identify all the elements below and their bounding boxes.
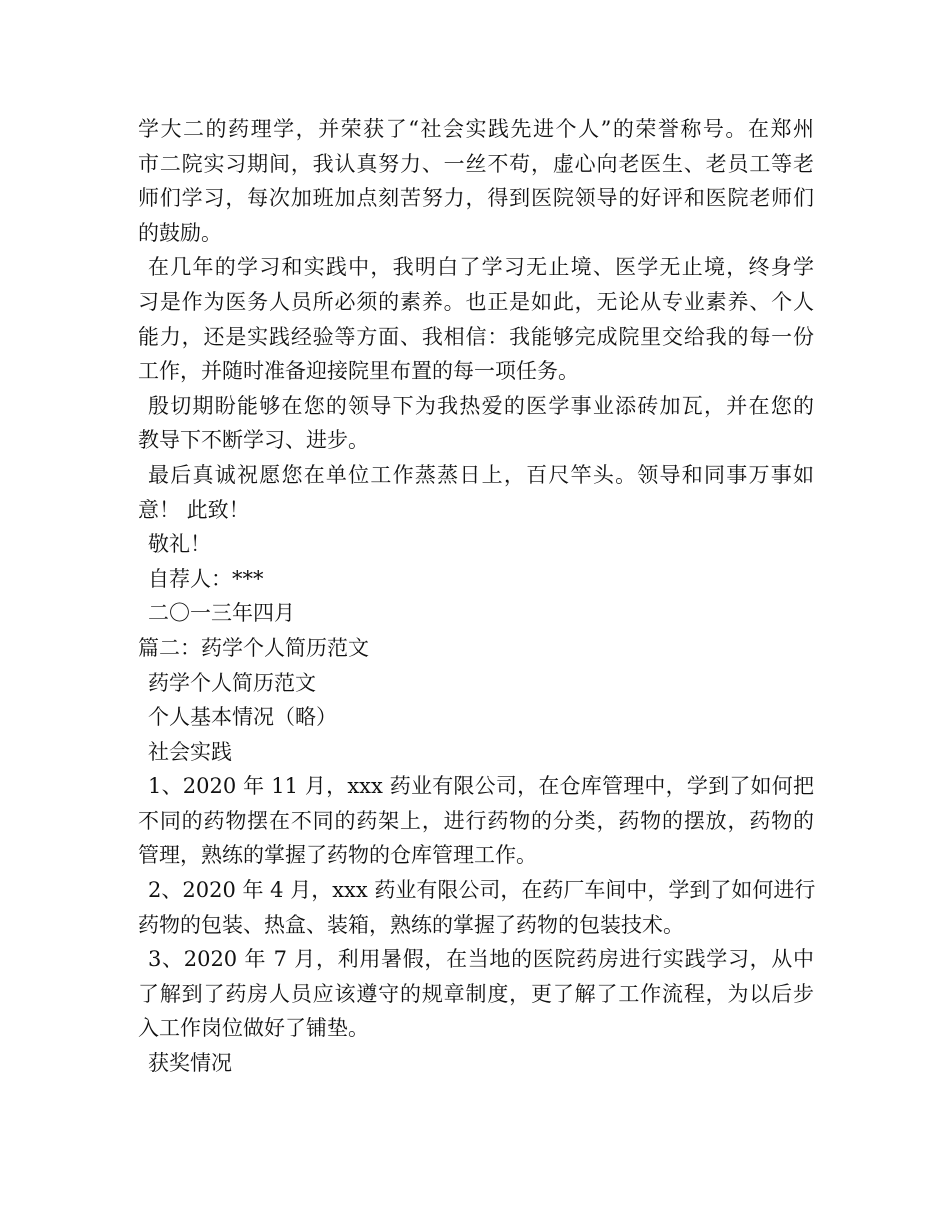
text-line: 1、2020 年 11 月，xxx 药业有限公司，在仓库管理中，学到了如何把 xyxy=(148,774,814,799)
text-line: 的鼓励。 xyxy=(138,220,222,245)
resume-title: 药学个人简历范文 xyxy=(148,670,316,695)
subheading-awards: 获奖情况 xyxy=(148,1051,232,1076)
signature-line: 自荐人：*** xyxy=(148,566,264,591)
text-line: 教导下不断学习、进步。 xyxy=(138,428,369,453)
subheading-basic-info: 个人基本情况（略） xyxy=(148,705,337,730)
text-line: 管理，熟练的掌握了药物的仓库管理工作。 xyxy=(138,843,537,868)
text-line: 最后真诚祝愿您在单位工作蒸蒸日上，百尺竿头。领导和同事万事如 xyxy=(148,462,814,487)
text-line: 工作，并随时准备迎接院里布置的每一项任务。 xyxy=(138,359,579,384)
text-line: 3、2020 年 7 月，利用暑假，在当地的医院药房进行实践学习，从中 xyxy=(148,947,814,972)
text-line: 2、2020 年 4 月，xxx 药业有限公司，在药厂车间中，学到了如何进行 xyxy=(148,878,816,903)
text-line: 师们学习，每次加班加点刻苦努力，得到医院领导的好评和医院老师们 xyxy=(138,186,814,211)
document-page xyxy=(138,112,814,1081)
text-line: 殷切期盼能够在您的领导下为我热爱的医学事业添砖加瓦，并在您的 xyxy=(148,393,814,418)
text-line: 市二院实习期间，我认真努力、一丝不苟，虚心向老医生、老员工等老 xyxy=(138,151,814,176)
text-line: 意！ 此致！ xyxy=(138,497,250,522)
text-line: 不同的药物摆在不同的药架上，进行药物的分类，药物的摆放，药物的 xyxy=(138,808,814,833)
section-heading: 篇二：药学个人简历范文 xyxy=(138,635,369,660)
text-line: 在几年的学习和实践中，我明白了学习无止境、医学无止境，终身学 xyxy=(148,255,814,280)
date-line: 二〇一三年四月 xyxy=(148,601,295,626)
text-line: 能力，还是实践经验等方面、我相信：我能够完成院里交给我的每一份 xyxy=(138,324,814,349)
text-line: 药物的包装、热盒、装箱，熟练的掌握了药物的包装技术。 xyxy=(138,912,684,937)
subheading-social-practice: 社会实践 xyxy=(148,739,232,764)
text-line: 了解到了药房人员应该遵守的规章制度，更了解了工作流程，为以后步 xyxy=(138,981,814,1006)
text-line: 入工作岗位做好了铺垫。 xyxy=(138,1016,369,1041)
text-line: 习是作为医务人员所必须的素养。也正是如此，无论从专业素养、个人 xyxy=(138,289,814,314)
closing-salutation: 敬礼！ xyxy=(148,532,211,557)
text-line: 学大二的药理学，并荣获了“社会实践先进个人”的荣誉称号。在郑州 xyxy=(138,117,814,141)
